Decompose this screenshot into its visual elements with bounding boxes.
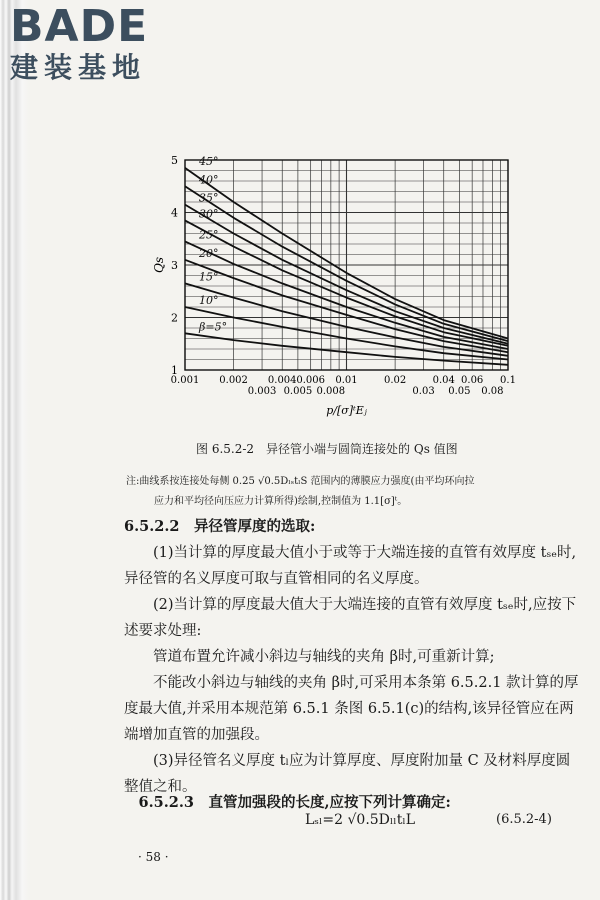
chart-ylabel: Qs xyxy=(152,257,166,273)
paragraph-1: (1)当计算的厚度最大值小于或等于大端连接的直管有效厚度 tₛₑ时,异径管的名义厚度可取与直管相同的名义厚度。 xyxy=(124,545,577,587)
y-tick-label: 5 xyxy=(171,154,178,167)
series-label: 40° xyxy=(199,173,219,187)
page-number: · 58 · xyxy=(138,850,169,864)
x-tick-label: 0.004 xyxy=(267,375,297,386)
note-line-1: 注:曲线系按连接处每侧 0.25 √0.5DₗₛtₗS 范围内的薄膜应力强度(由平均环向拉 xyxy=(126,476,475,487)
y-tick-label: 3 xyxy=(171,259,178,272)
x-tick-label: 0.005 xyxy=(283,386,313,397)
series-label: 30° xyxy=(199,207,219,221)
paragraph-4: 不能改小斜边与轴线的夹角 β时,可采用本条第 6.5.2.1 款计算的厚度最大值,并采用本规范第 6.5.1 条图 6.5.1(c)的结构,该异径管应在两端增加直管的加强段。 xyxy=(124,675,579,743)
y-tick-label: 1 xyxy=(171,364,178,377)
x-tick-label: 0.04 xyxy=(432,375,455,386)
series-label: 10° xyxy=(199,294,219,307)
x-tick-label: 0.05 xyxy=(448,386,471,397)
x-tick-label: 0.06 xyxy=(461,375,484,386)
figure-caption: 图 6.5.2-2 异径管小端与圆筒连接处的 Qs 值图 xyxy=(196,442,458,456)
x-tick-label: 0.08 xyxy=(481,386,504,397)
logo-subtitle: 建装基地 xyxy=(10,51,147,84)
x-tick-label: 0.003 xyxy=(247,386,277,397)
paragraph-3: 管道布置允许减小斜边与轴线的夹角 β时,可重新计算; xyxy=(153,649,495,665)
series-label: β=5° xyxy=(199,320,228,334)
book-spine-shadow xyxy=(0,0,30,900)
equation-number: (6.5.2-4) xyxy=(496,812,552,827)
logo-brand: BADE xyxy=(10,1,149,52)
section-heading: 6.5.2.2 异径管厚度的选取: xyxy=(124,518,316,535)
note-line-2: 应力和平均径向压应力计算所得)绘制,控制值为 1.1[σ]ᵗ。 xyxy=(154,496,408,507)
x-tick-label: 0.006 xyxy=(296,375,325,386)
x-tick-label: 0.03 xyxy=(412,386,435,397)
series-label: 25° xyxy=(199,228,219,242)
watermark-logo xyxy=(10,1,175,90)
series-label: 35° xyxy=(199,191,219,205)
x-tick-label: 0.002 xyxy=(219,375,248,386)
x-tick-label: 0.008 xyxy=(316,386,346,397)
paragraph-2: (2)当计算的厚度最大值大于大端连接的直管有效厚度 tₛₑ时,应按下述要求处理: xyxy=(124,597,577,639)
qs-chart xyxy=(140,122,540,427)
y-tick-label: 2 xyxy=(171,311,178,325)
formula: Lₛₗ=2 √0.5DₗₗtₗL xyxy=(305,812,416,828)
x-tick-label: 0.1 xyxy=(500,375,516,386)
series-label: 20° xyxy=(199,246,219,260)
x-tick-label: 0.01 xyxy=(335,375,358,386)
figure-note xyxy=(126,472,576,512)
y-tick-label: 4 xyxy=(171,206,178,220)
chart-xlabel: p/[σ]ᵗEⱼ xyxy=(326,404,367,417)
x-tick-label: 0.001 xyxy=(170,375,200,386)
x-tick-label: 0.02 xyxy=(383,375,407,386)
series-label: 45° xyxy=(199,154,219,168)
series-label: 15° xyxy=(199,270,219,284)
subsection-heading: 6.5.2.3 直管加强段的长度,应按下列计算确定: xyxy=(138,794,451,811)
paragraph-5: (3)异径管名义厚度 tₗ应为计算厚度、厚度附加量 C 及材料厚度圆整值之和。 xyxy=(124,753,571,795)
